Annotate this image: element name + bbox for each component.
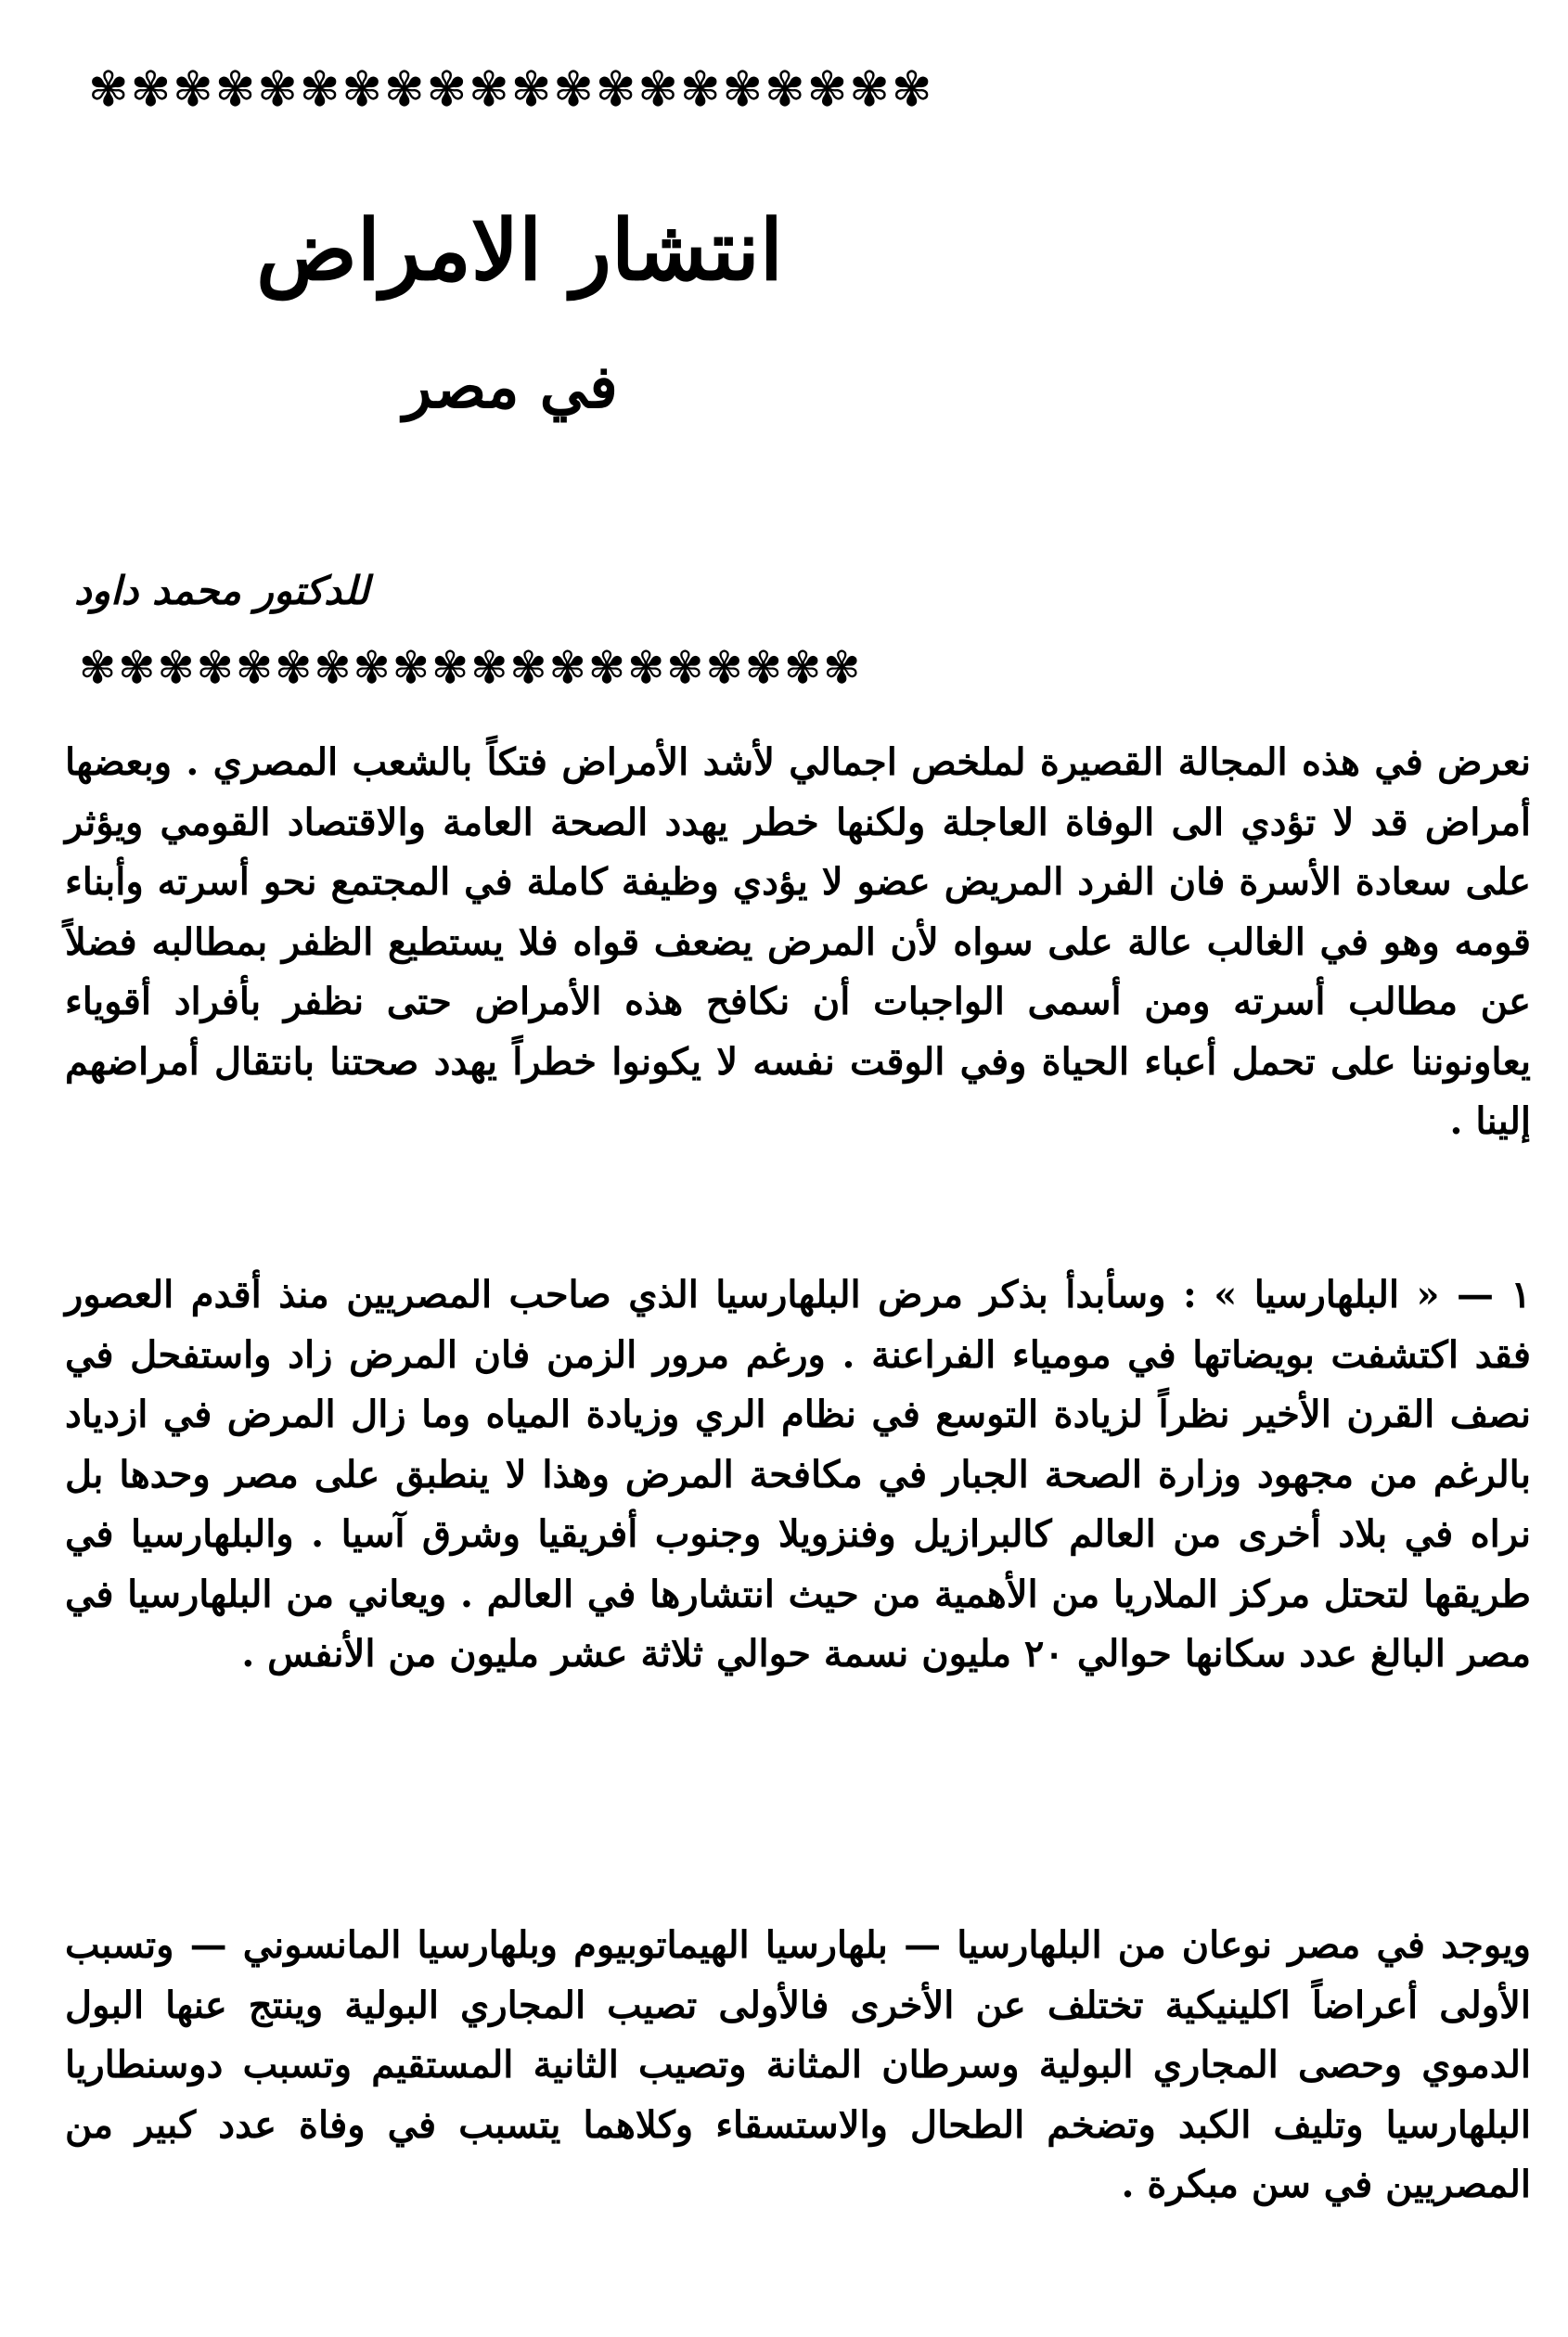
article-title: انتشار الامراض	[256, 201, 783, 300]
article-subtitle: في مصر	[403, 353, 618, 422]
author-byline: للدكتور محمد داود	[74, 568, 369, 613]
top-ornament-border: ✾✾✾✾✾✾✾✾✾✾✾✾✾✾✾✾✾✾✾✾	[88, 62, 934, 118]
author-ornament-divider: ✾✾✾✾✾✾✾✾✾✾✾✾✾✾✾✾✾✾✾✾	[79, 642, 863, 694]
body-paragraph: نعرض في هذه المجالة القصيرة لملخص اجمالي لأشد الأمراض فتكاً بالشعب المصري . وبعضها أمراض قد لا تؤدي الى الوفاة العاجلة ولكنها خطر يهدد الصحة العامة والاقتصاد القومي ويؤثر على سعادة الأسرة فان الفرد المريض عضو لا يؤدي وظيفة كاملة في المجتمع نحو أسرته وأبناء قومه وهو في الغالب عالة على سواه لأن المرض يضعف قواه فلا يستطيع الظفر بمطالبه فضلاً عن مطالب أسرته ومن أسمى الواجبات أن نكافح هذه الأمراض حتى نظفر بأفراد أقوياء يعاونوننا على تحمل أعباء الحياة وفي الوقت نفسه لا يكونوا خطراً يهدد صحتنا بانتقال أمراضهم إلينا .	[65, 740, 1532, 1143]
body-paragraph: ويوجد في مصر نوعان من البلهارسيا — بلهارسيا الهيماتوبيوم وبلهارسيا المانسوني — وتسبب الأولى أعراضاً اكلينيكية تختلف عن الأخرى فالأولى تصيب المجاري البولية وينتج عنها البول الدموي وحصى المجاري البولية وسرطان المثانة وتصيب الثانية المستقيم وتسبب دوسنطاريا البلهارسيا وتليف الكبد وتضخم الطحال والاستسقاء وكلاهما يتسبب في وفاة عدد كبير من المصريين في سن مبكرة .	[65, 1923, 1531, 2206]
body-paragraph: ١ — « البلهارسيا » : وسأبدأ بذكر مرض البلهارسيا الذي صاحب المصريين منذ أقدم العصور فقد اكتشفت بويضاتها في مومياء الفراعنة . ورغم مرور الزمن فان المرض زاد واستفحل في نصف القرن الأخير نظراً لزيادة التوسع في نظام الري وزيادة المياه وما زال المرض في ازدياد بالرغم من مجهود وزارة الصحة الجبار في مكافحة المرض وهذا لا ينطبق على مصر وحدها بل نراه في بلاد أخرى من العالم كالبرازيل وفنزويلا وجنوب أفريقيا وشرق آسيا . والبلهارسيا في طريقها لتحتل مركز الملاريا من الأهمية من حيث انتشارها في العالم . ويعاني من البلهارسيا في مصر البالغ عدد سكانها حوالي ٢٠ مليون نسمة حوالي ثلاثة عشر مليون من الأنفس .	[65, 1273, 1532, 1676]
